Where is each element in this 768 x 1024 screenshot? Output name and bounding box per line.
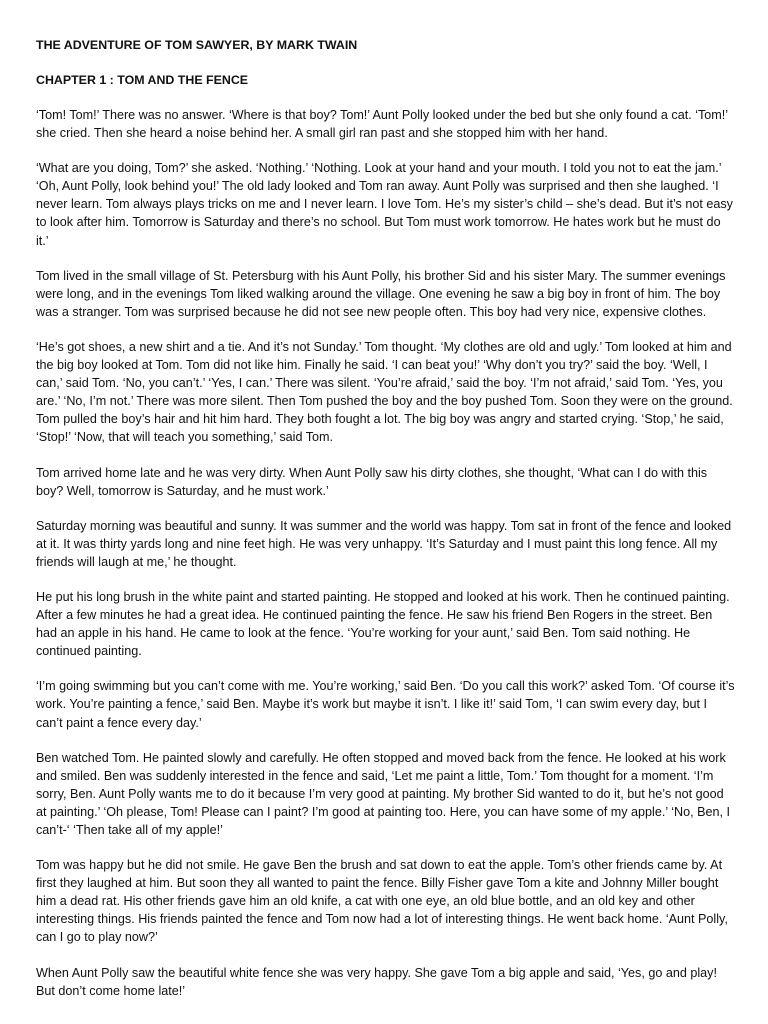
document-page xyxy=(36,36,736,1017)
paragraph-7: He put his long brush in the white paint and started painting. He stopped and looked at his work. Then he continued painting. After a few minutes he had a great idea. He continued painting the fence. He saw his friend Ben Rogers in the street. Ben had an apple in his hand. He came to look at the fence. ‘You’re working for your aunt,’ said Ben. Tom said nothing. He continued painting. xyxy=(36,589,730,659)
paragraph-5: Tom arrived home late and he was very dirty. When Aunt Polly saw his dirty clothes, she thought, ‘What can I do with this boy? Well, tomorrow is Saturday, and he must work.’ xyxy=(36,465,708,498)
paragraph-8: ‘I’m going swimming but you can’t come with me. You’re working,’ said Ben. ‘Do you call this work?’ asked Tom. ‘Of course it’s work. You’re painting a fence,’ said Ben. Maybe it’s work but maybe it isn’t. I like it!’ said Tom, ‘I can swim every day, but I can’t paint a fence every day.’ xyxy=(36,679,735,730)
paragraph-2: ‘What are you doing, Tom?’ she asked. ‘Nothing.’ ‘Nothing. Look at your hand and your mouth. I told you not to eat the jam.’ ‘Oh, Aunt Polly, look behind you!’ The old lady looked and Tom ran away. Aunt Polly was surprised and then she laughed. ‘I never learn. Tom always plays tricks on me and I never learn. I love Tom. He’s my sister’s child – she’s dead. But it’s not easy to look after him. Tomorrow is Saturday and there’s no school. But Tom must work tomorrow. He hates work but he must do it.’ xyxy=(36,161,733,248)
paragraph-3: Tom lived in the small village of St. Petersburg with his Aunt Polly, his brother Sid and his sister Mary. The summer evenings were long, and in the evenings Tom liked walking around the village. One evening he saw a big boy in front of him. The boy was a stranger. Tom was surprised because he did not see new people often. This boy had very nice, expensive clothes. xyxy=(36,268,726,319)
paragraph-10: Tom was happy but he did not smile. He gave Ben the brush and sat down to eat the apple. Tom’s other friends came by. At first they laughed at him. But soon they all wanted to paint the fence. Billy Fisher gave Tom a kite and Johnny Miller bought him a dead rat. His other friends gave him an old knife, a cat with one eye, an old blue bottle, and an old key and other interesting things. His friends painted the fence and Tom now had a lot of interesting things. He went back home. ‘Aunt Polly, can I go to play now?’ xyxy=(36,858,728,945)
paragraph-11: When Aunt Polly saw the beautiful white fence she was very happy. She gave Tom a big apple and said, ‘Yes, go and play! But don’t come home late!’ xyxy=(36,965,717,998)
chapter-title: CHAPTER 1 : TOM AND THE FENCE xyxy=(36,73,249,87)
paragraph-4: ‘He’s got shoes, a new shirt and a tie. And it’s not Sunday.’ Tom thought. ‘My clothes are old and ugly.’ Tom looked at him and the big boy looked at Tom. Tom did not like him. Finally he said. ‘I can beat you!’ ‘Why don’t you try?’ said the boy. ‘Well, I can,’ said Tom. ‘No, you can’t.’ ‘Yes, I can.’ There was silent. ‘You’re afraid,’ said the boy. ‘I’m not afraid,’ said Tom. ‘Yes, you are.’ ‘No, I’m not.’ There was more silent. Then Tom pushed the boy and the boy pushed Tom. Soon they were on the ground. Tom pulled the boy’s hair and hit him hard. They both fought a lot. The big boy was angry and started crying. ‘Stop,’ he said, ‘Stop!’ ‘Now, that will teach you something,’ said Tom. xyxy=(36,339,733,445)
paragraph-9: Ben watched Tom. He painted slowly and carefully. He often stopped and moved back from the fence. He looked at his work and smiled. Ben was suddenly interested in the fence and said, ‘Let me paint a little, Tom.’ Tom thought for a moment. ‘I’m sorry, Ben. Aunt Polly wants me to do it because I’m very good at painting. My brother Sid wanted to do it, but he’s not good at painting.’ ‘Oh please, Tom! Please can I paint? I’m good at painting too. Here, you can have some of my apple.’ ‘No, Ben, I can’t-‘ ‘Then take all of my apple!’ xyxy=(36,750,730,837)
paragraph-1: ‘Tom! Tom!’ There was no answer. ‘Where is that boy? Tom!’ Aunt Polly looked under the bed but she only found a cat. ‘Tom!’ she cried. Then she heard a noise behind her. A small girl ran past and she stopped him with her hand. xyxy=(36,108,728,141)
paragraph-6: Saturday morning was beautiful and sunny. It was summer and the world was happy. Tom sat in front of the fence and looked at it. It was thirty yards long and nine feet high. He was very unhappy. ‘It’s Saturday and I must paint this long fence. All my friends will laugh at me,’ he thought. xyxy=(36,518,732,569)
document-title: THE ADVENTURE OF TOM SAWYER, BY MARK TWAIN xyxy=(36,38,358,52)
